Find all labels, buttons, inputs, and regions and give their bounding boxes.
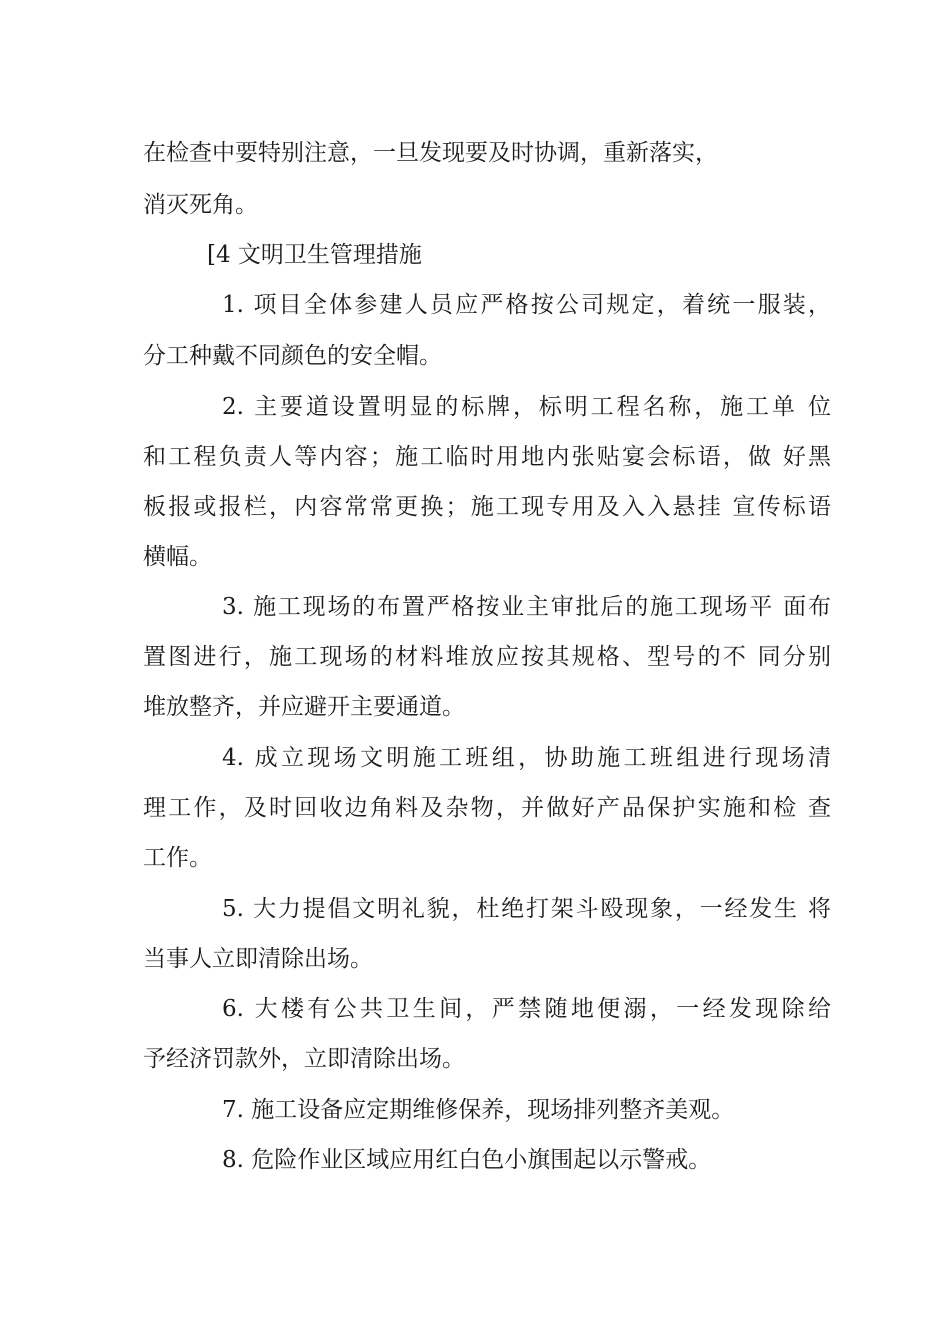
- paragraph-line: 4. 成立现场文明施工班组，协助施工班组进行现场清: [222, 745, 831, 771]
- paragraph-line: 分工种戴不同颜色的安全帽。: [143, 343, 442, 369]
- paragraph-line: 消灭死角。: [143, 192, 258, 218]
- paragraph-line: 理工作，及时回收边角料及杂物，并做好产品保护实施和检 查: [143, 795, 831, 821]
- paragraph-line: 5. 大力提倡文明礼貌，杜绝打架斗殴现象，一经发生 将: [222, 896, 831, 922]
- paragraph-line: 8. 危险作业区域应用红白色小旗围起以示警戒。: [222, 1147, 712, 1173]
- paragraph-line: 2. 主要道设置明显的标牌，标明工程名称，施工单 位: [222, 394, 831, 420]
- paragraph-line: 堆放整齐，并应避开主要通道。: [143, 694, 465, 720]
- section-heading: [4 文明卫生管理措施: [207, 242, 422, 268]
- paragraph-line: 板报或报栏，内容常常更换；施工现专用及入入悬挂 宣传标语: [143, 494, 831, 520]
- paragraph-line: 工作。: [143, 845, 212, 871]
- paragraph-line: 予经济罚款外，立即清除出场。: [143, 1046, 465, 1072]
- paragraph-line: 在检查中要特别注意，一旦发现要及时协调，重新落实，: [143, 140, 718, 166]
- paragraph-line: 6. 大楼有公共卫生间，严禁随地便溺，一经发现除给: [222, 996, 831, 1022]
- paragraph-line: 横幅。: [143, 544, 212, 570]
- paragraph-line: 1. 项目全体参建人员应严格按公司规定，着统一服装，: [222, 292, 831, 318]
- paragraph-line: 置图进行，施工现场的材料堆放应按其规格、型号的不 同分别: [143, 644, 831, 670]
- paragraph-line: 当事人立即清除出场。: [143, 946, 373, 972]
- paragraph-line: 3. 施工现场的布置严格按业主审批后的施工现场平 面布: [222, 594, 831, 620]
- paragraph-line: 7. 施工设备应定期维修保养，现场排列整齐美观。: [222, 1097, 735, 1123]
- paragraph-line: 和工程负责人等内容；施工临时用地内张贴宴会标语，做 好黑: [143, 444, 831, 470]
